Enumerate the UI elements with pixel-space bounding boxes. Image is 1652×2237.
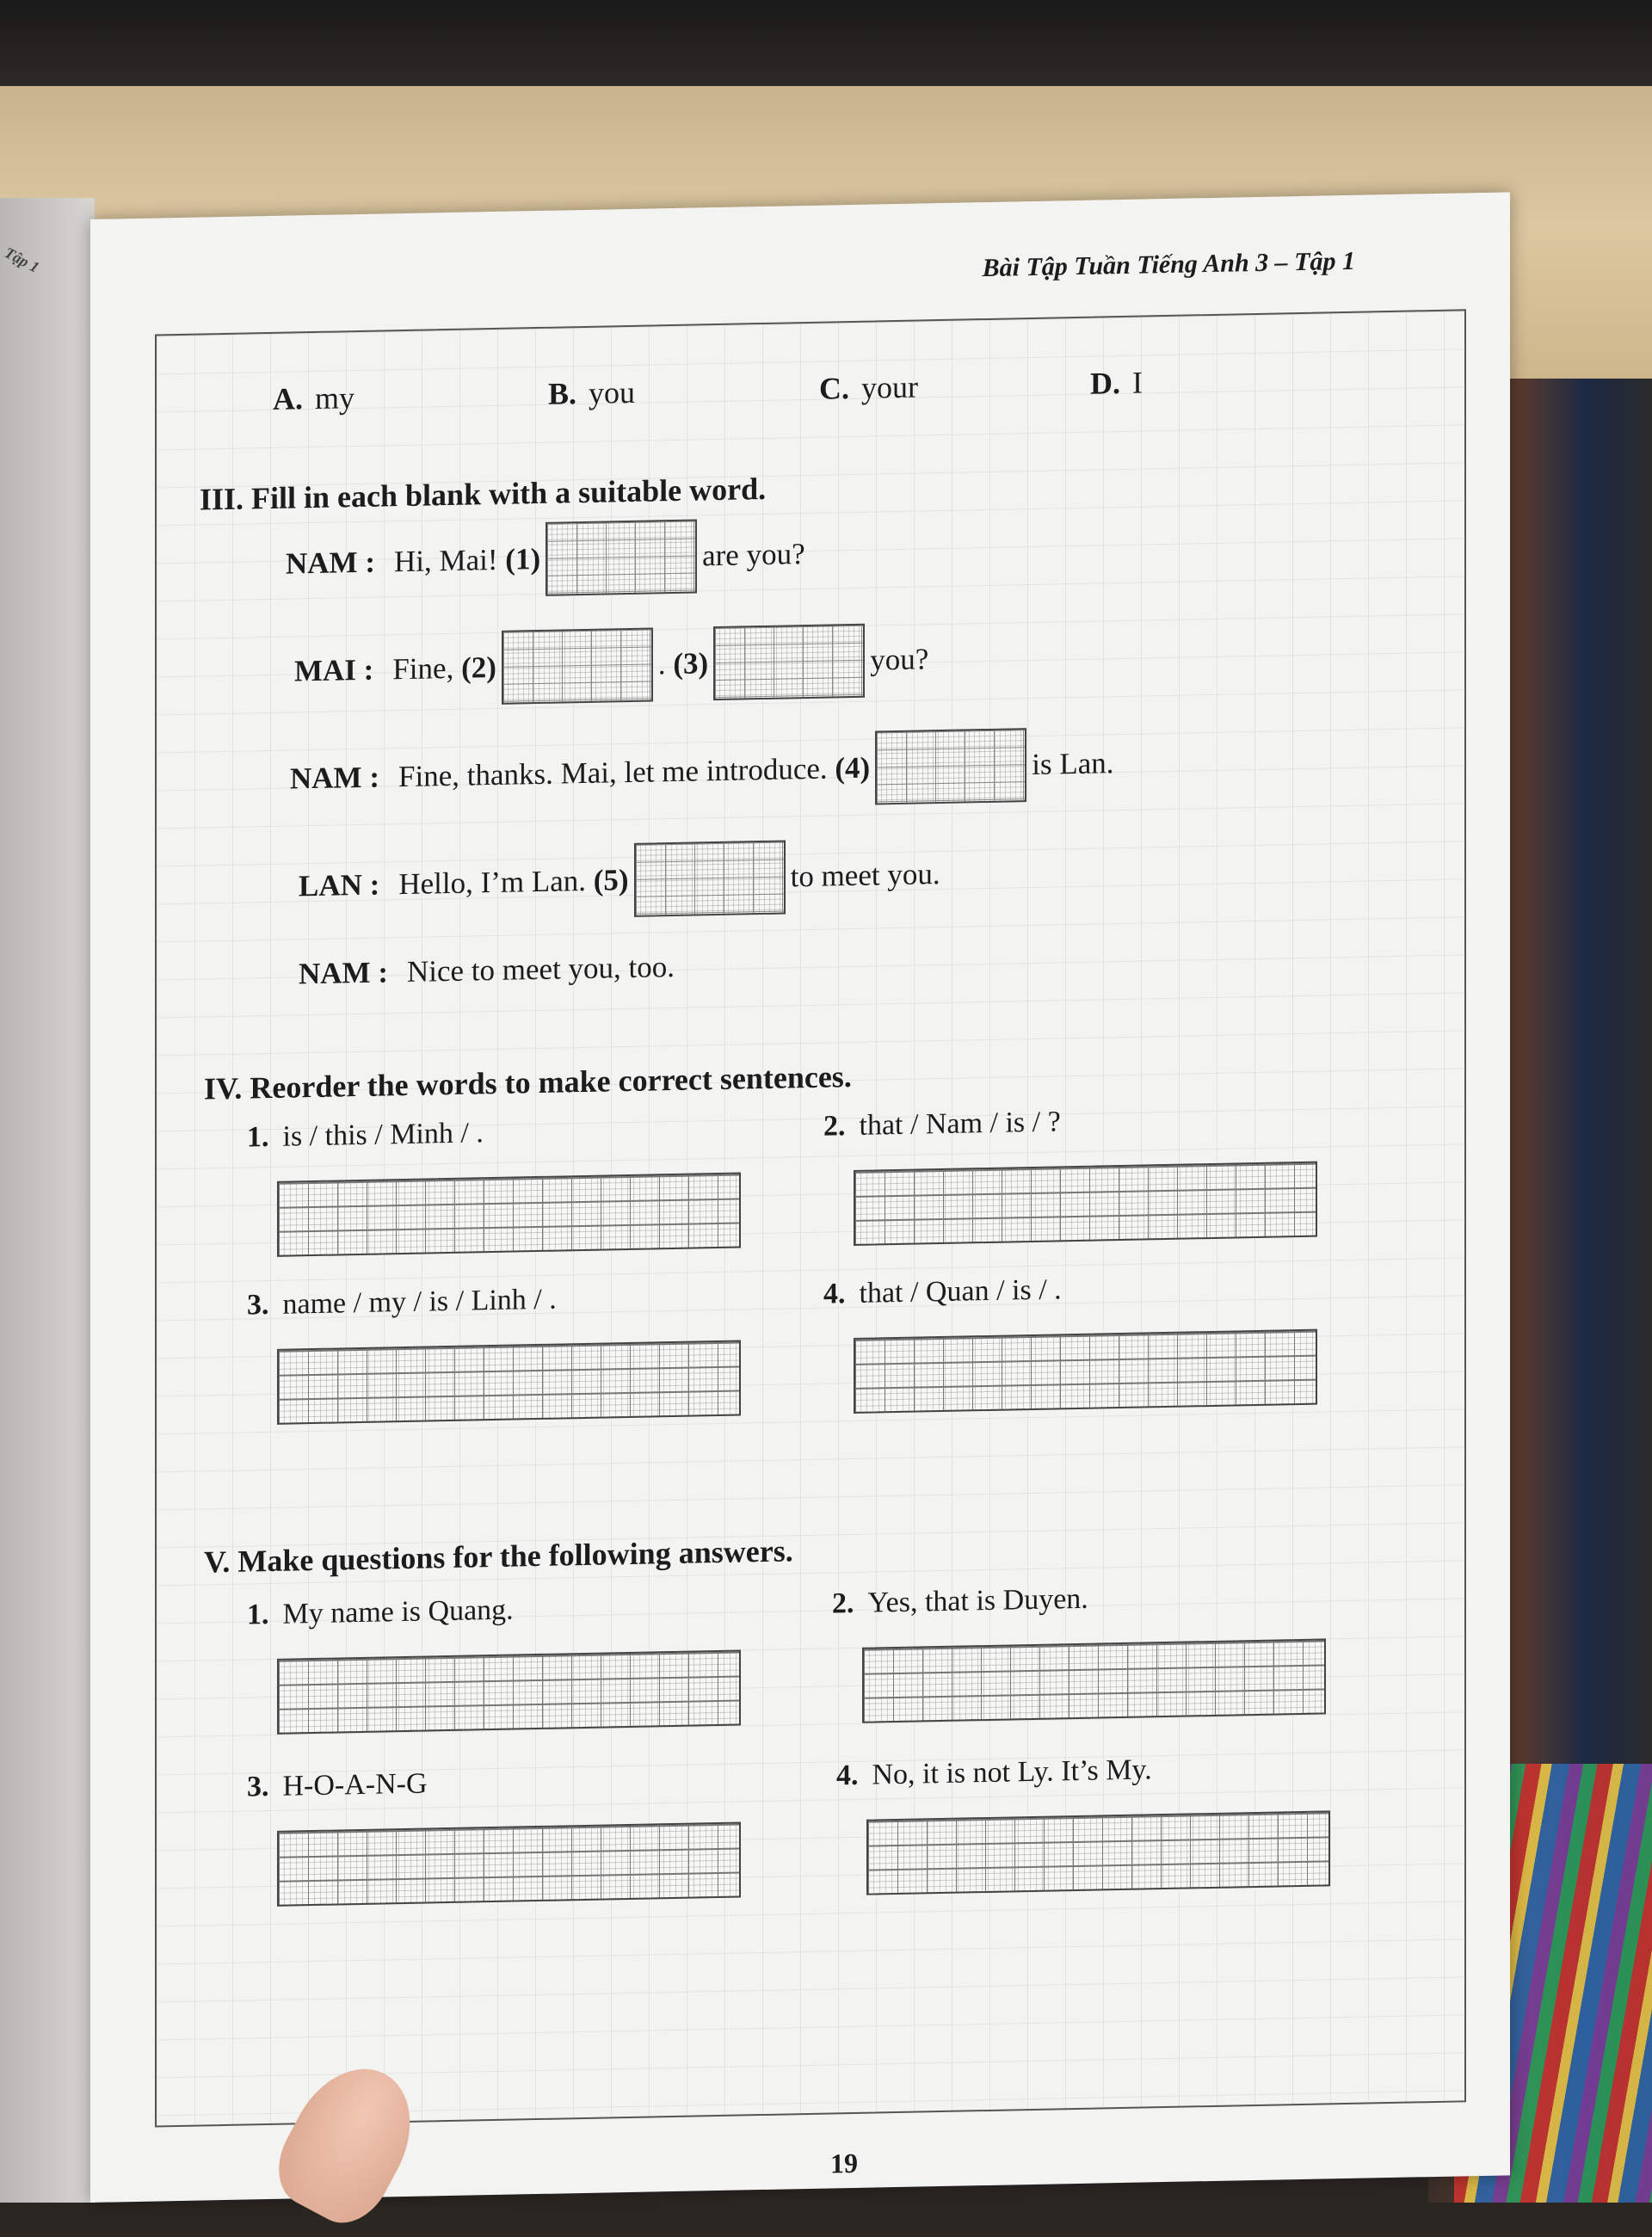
item-number: 4. <box>836 1759 859 1792</box>
answer-blank-2[interactable] <box>502 627 653 704</box>
reorder-item-2 <box>823 1106 1061 1143</box>
section-5-title: V. Make questions for the following answers. <box>204 1533 793 1580</box>
question-answer-4[interactable] <box>866 1810 1330 1895</box>
line-text: are you? <box>702 537 805 573</box>
answer-blank-1[interactable] <box>546 519 697 595</box>
section-4-title: IV. Reorder the words to make correct sentences. <box>204 1059 852 1106</box>
line-text: to meet you. <box>790 857 940 894</box>
line-text: . <box>657 647 666 681</box>
speaker: NAM : <box>299 955 388 991</box>
option-letter: C. <box>819 371 849 406</box>
item-number: 2. <box>823 1110 846 1143</box>
worksheet-page <box>90 192 1510 2203</box>
speaker: MAI : <box>294 652 374 688</box>
dialogue-line-3 <box>290 726 1113 816</box>
reorder-item-1 <box>247 1117 484 1154</box>
line-text: Hi, Mai! <box>394 542 498 579</box>
item-number: 3. <box>247 1289 269 1322</box>
option-text: I <box>1132 365 1143 400</box>
line-text: Fine, thanks. Mai, let me introduce. <box>398 751 828 794</box>
item-number: 2. <box>832 1587 854 1620</box>
item-number: 3. <box>247 1771 269 1803</box>
dialogue-line-4 <box>299 837 940 923</box>
item-text: My name is Quang. <box>282 1593 514 1630</box>
item-text: Yes, that is Duyen. <box>867 1582 1088 1619</box>
question-item-4 <box>836 1753 1152 1792</box>
line-text: is Lan. <box>1032 746 1114 781</box>
speaker: NAM : <box>290 760 379 796</box>
dialogue-line-5 <box>299 950 675 991</box>
speaker: NAM : <box>286 545 375 581</box>
background-top <box>0 0 1652 95</box>
option-text: you <box>589 374 636 410</box>
line-text: Hello, I’m Lan. <box>398 863 587 902</box>
question-item-3 <box>247 1767 428 1803</box>
item-text: name / my / is / Linh / . <box>282 1283 557 1321</box>
reorder-item-3 <box>247 1284 557 1322</box>
reorder-answer-4[interactable] <box>854 1329 1317 1414</box>
item-number: 4. <box>823 1278 846 1310</box>
blank-number: (4) <box>835 750 871 786</box>
line-text: Nice to meet you, too. <box>407 949 675 989</box>
option-text: my <box>315 380 355 416</box>
option-letter: B. <box>548 376 577 411</box>
reorder-answer-2[interactable] <box>854 1162 1317 1246</box>
blank-number: (3) <box>673 646 709 681</box>
reorder-answer-1[interactable] <box>277 1172 741 1256</box>
reorder-answer-3[interactable] <box>277 1340 741 1424</box>
answer-blank-5[interactable] <box>634 840 786 916</box>
option-letter: D. <box>1090 366 1120 401</box>
option-a <box>273 379 354 417</box>
line-text: you? <box>870 642 929 677</box>
line-text: Fine, <box>392 650 454 687</box>
blank-number: (1) <box>505 541 541 576</box>
item-text: that / Nam / is / ? <box>859 1106 1061 1142</box>
answer-blank-4[interactable] <box>875 728 1026 804</box>
item-number: 1. <box>247 1599 269 1631</box>
dialogue-line-2 <box>294 622 928 708</box>
section-3-title: III. Fill in each blank with a suitable word. <box>200 471 767 517</box>
content-frame <box>155 309 1466 2127</box>
page-header: Bài Tập Tuần Tiếng Anh 3 – Tập 1 <box>982 246 1355 283</box>
option-b <box>548 374 635 412</box>
item-text: is / this / Minh / . <box>282 1117 484 1153</box>
item-text: that / Quan / is / . <box>859 1273 1062 1310</box>
option-d <box>1090 365 1143 402</box>
left-page-edge <box>0 198 95 2203</box>
question-answer-1[interactable] <box>277 1649 741 1734</box>
item-text: H-O-A-N-G <box>282 1767 428 1803</box>
speaker: LAN : <box>299 867 380 903</box>
item-text: No, it is not Ly. It’s My. <box>872 1753 1152 1791</box>
reorder-item-4 <box>823 1273 1062 1310</box>
question-item-1 <box>247 1594 514 1632</box>
option-letter: A. <box>273 381 303 416</box>
question-item-2 <box>832 1583 1088 1621</box>
option-c <box>819 369 918 407</box>
blank-number: (5) <box>593 862 629 897</box>
blank-number: (2) <box>461 650 496 685</box>
question-answer-2[interactable] <box>862 1638 1326 1722</box>
option-text: your <box>861 369 918 405</box>
answer-blank-3[interactable] <box>713 624 865 700</box>
page-number: 19 <box>830 2147 858 2179</box>
dialogue-line-1 <box>286 517 805 601</box>
item-number: 1. <box>247 1121 269 1154</box>
left-page-tab: Tập 1 <box>2 243 42 276</box>
question-answer-3[interactable] <box>277 1821 741 1906</box>
